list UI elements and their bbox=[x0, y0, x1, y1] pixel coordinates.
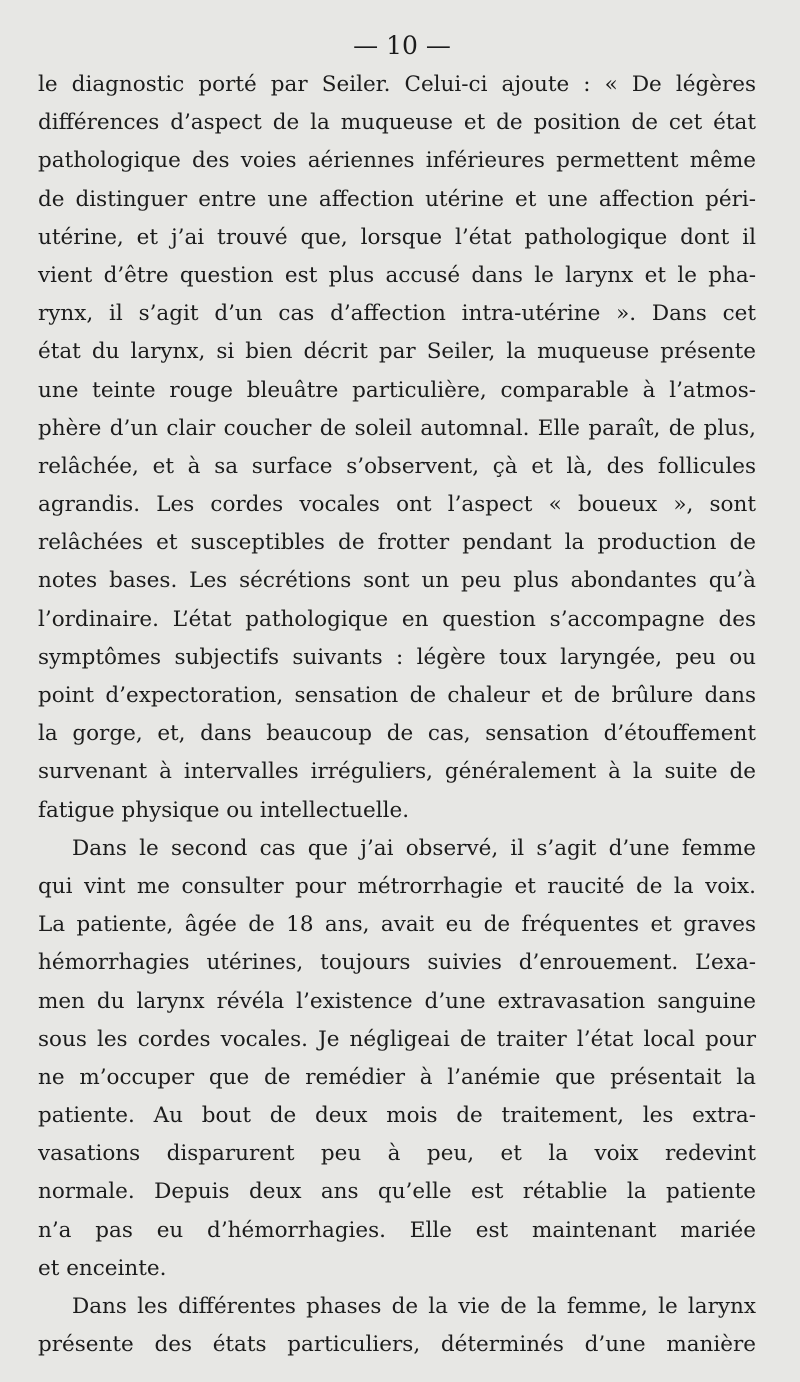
text-line: survenant à intervalles irréguliers, généralement à la suite de bbox=[38, 759, 756, 785]
paragraph-2 bbox=[38, 830, 756, 1288]
text-line: le diagnostic porté par Seiler. Celui-ci ajoute : « De légères bbox=[38, 72, 756, 97]
text-line: normale. Depuis deux ans qu’elle est rétablie la patiente bbox=[38, 1179, 756, 1205]
text-line: rynx, il s’agit d’un cas d’affection intra-utérine ». Dans cet bbox=[38, 301, 756, 327]
text-line: et enceinte. bbox=[38, 1255, 167, 1281]
text-line: différences d’aspect de la muqueuse et de position de cet état bbox=[38, 110, 756, 136]
text-line: phère d’un clair coucher de soleil automnal. Elle paraît, de plus, bbox=[38, 415, 756, 441]
text-line: relâchées et susceptibles de frotter pendant la production de bbox=[38, 530, 756, 556]
text-line: de distinguer entre une affection utérine et une affection péri- bbox=[38, 186, 756, 212]
text-line: La patiente, âgée de 18 ans, avait eu de fréquentes et graves bbox=[38, 912, 756, 938]
text-line: la gorge, et, dans beaucoup de cas, sensation d’étouffement bbox=[38, 721, 756, 747]
text-line: symptômes subjectifs suivants : légère toux laryngée, peu ou bbox=[38, 644, 756, 670]
text-line: men du larynx révéla l’existence d’une extravasation sanguine bbox=[38, 988, 756, 1014]
text-line: ne m’occuper que de remédier à l’anémie que présentait la bbox=[38, 1064, 756, 1090]
text-line: vient d’être question est plus accusé dans le larynx et le pha- bbox=[38, 262, 756, 288]
text-line: fatigue physique ou intellectuelle. bbox=[38, 797, 410, 823]
paragraph-3 bbox=[38, 1288, 756, 1364]
text-line: patiente. Au bout de deux mois de traitement, les extra- bbox=[38, 1103, 756, 1129]
text-line: point d’expectoration, sensation de chaleur et de brûlure dans bbox=[38, 683, 756, 708]
text-line: qui vint me consulter pour métrorrhagie et raucité de la voix. bbox=[38, 873, 756, 899]
text-line: hémorrhagies utérines, toujours suivies d’enrouement. L’exa- bbox=[38, 950, 756, 976]
text-line: Dans les différentes phases de la vie de la femme, le larynx bbox=[72, 1294, 756, 1319]
text-line: relâchée, et à sa surface s’observent, çà et là, des follicules bbox=[38, 453, 756, 479]
text-line: sous les cordes vocales. Je négligeai de traiter l’état local pour bbox=[38, 1026, 756, 1052]
text-line: utérine, et j’ai trouvé que, lorsque l’état pathologique dont il bbox=[38, 224, 756, 250]
text-line: pathologique des voies aériennes inférieures permettent même bbox=[38, 148, 756, 174]
text-line: l’ordinaire. L’état pathologique en question s’accompagne des bbox=[38, 606, 756, 632]
page-number: — 10 — bbox=[353, 31, 451, 60]
text-line: vasations disparurent peu à peu, et la voix redevint bbox=[38, 1141, 756, 1167]
text-line: une teinte rouge bleuâtre particulière, comparable à l’atmos- bbox=[38, 377, 756, 403]
paragraph-1 bbox=[38, 66, 756, 830]
text-line: agrandis. Les cordes vocales ont l’aspect « boueux », sont bbox=[38, 492, 756, 518]
text-line: n’a pas eu d’hémorrhagies. Elle est maintenant mariée bbox=[38, 1217, 756, 1243]
text-line: état du larynx, si bien décrit par Seiler, la muqueuse présente bbox=[38, 339, 756, 365]
text-line: notes bases. Les sécrétions sont un peu plus abondantes qu’à bbox=[38, 568, 756, 594]
text-line: Dans le second cas que j’ai observé, il s’agit d’une femme bbox=[72, 835, 756, 861]
text-line: présente des états particuliers, déterminés d’une manière bbox=[38, 1332, 756, 1358]
